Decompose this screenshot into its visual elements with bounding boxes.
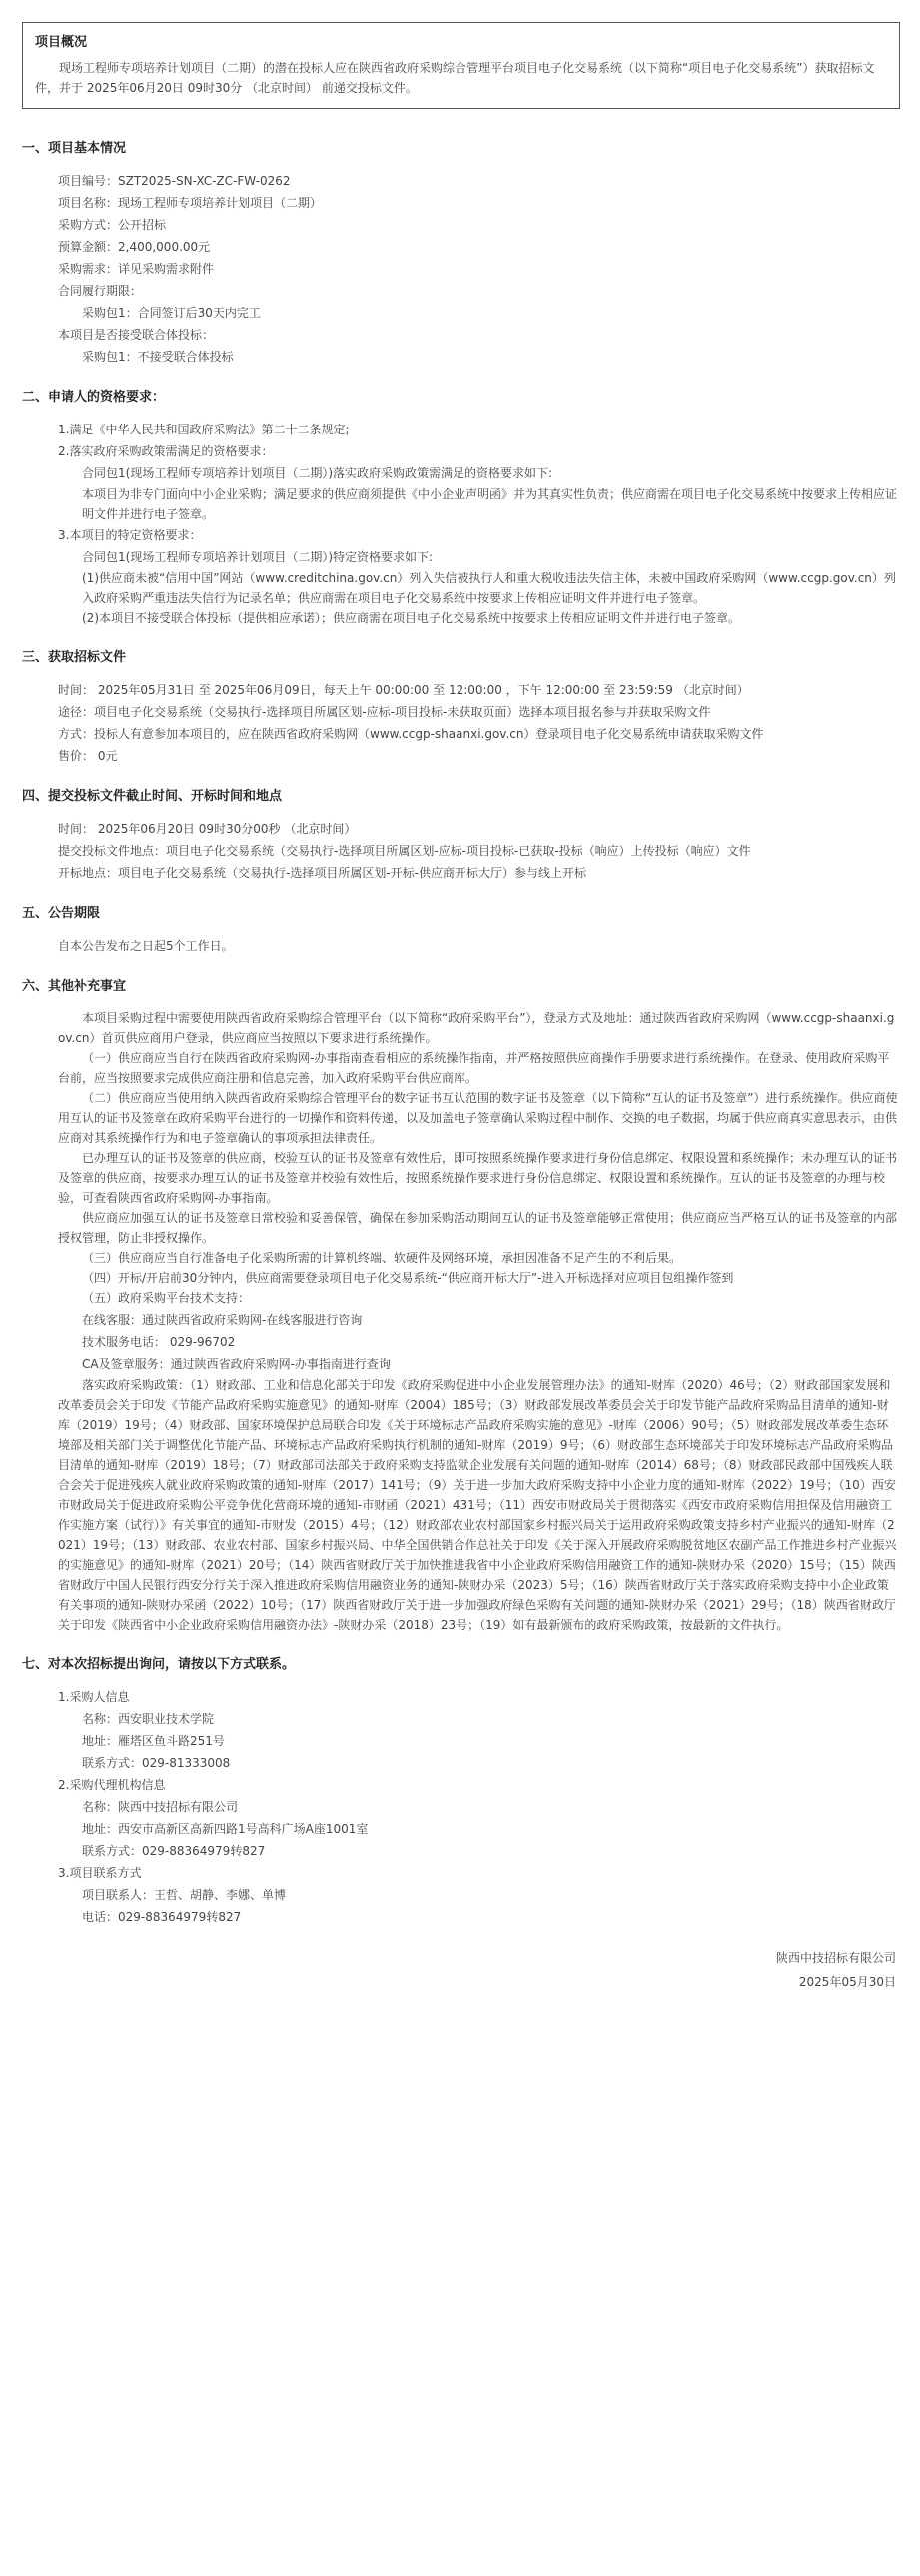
obtain-method: 方式：投标人有意参加本项目的，应在陕西省政府采购网（www.ccgp-shaanxi.gov.cn）登录项目电子化交易系统申请获取采购文件 (58, 727, 764, 741)
consortium-package: 采购包1：不接受联合体投标 (82, 350, 234, 364)
consortium-label: 本项目是否接受联合体投标： (58, 328, 215, 342)
signature-block (22, 1946, 900, 1994)
obtain-price: 售价： 0元 (58, 749, 118, 763)
overview-title: 项目概况 (35, 35, 88, 50)
submit-place: 提交投标文件地点：项目电子化交易系统（交易执行-选择项目所属区划-应标-项目投标-已获取-投标（响应）上传投标（响应）文件 (58, 844, 751, 858)
contact-people: 项目联系人：王哲、胡静、李娜、单博 (82, 1888, 287, 1902)
section-announcement-period (22, 902, 900, 957)
signature-org: 陕西中技招标有限公司 (775, 1951, 896, 1965)
policy-list: 落实政府采购政策：（1）财政部、工业和信息化部关于印发《政府采购促进中小企业发展管理办法》的通知-财库（2020）46号；（2）财政部国家发展和改革委员会关于印发《节能产品政府采购实施意见》的通知-财库（2004）185号；（3）财政部发展改革委员会关于印发节能产品政府采购品目清单的通知-财库（2019）19号；（4）财政部、国家环境保护总局联合印发《关于环境标志产品政府采购实施的意见》-财库（2006）90号；（5）财政部发展改革委生态环境部及相关部门关于调整优化节能产品、环境标志产品政府采购执行机制的通知-财库（2019）9号；（6）财政部生态环境部关于印发环境标志产品政府采购品目清单的通知-财库（2019）18号；（7）财政部司法部关于政府采购支持监狱企业发展有关问题的通知-财库（2014）68号；（8）财政部民政部中国残疾人联合会关于促进残疾人就业政府采购政策的通知-财库（2017）141号；（9）关于进一步加大政府采购支持中小企业力度的通知-财库（2022）19号；（10）西安市财政局关于促进政府采购公平竞争优化营商环境的通知-市财函（2021）431号；（11）西安市财政局关于贯彻落实《西安市政府采购信用担保及信用融资工作实施方案（试行）》有关事宜的通知-市财发（2015）4号；（12）财政部农业农村部国家乡村振兴局关于运用政府采购政策支持乡村产业振兴的通知-财库（2021）19号；（13）财政部、农业农村部、国家乡村振兴局、中华全国供销合作总社关于印发《关于深入开展政府采购脱贫地区农副产品工作推进乡村产业振兴的实施意见》的通知-财库（2021）20号；（14）陕西省财政厅关于加快推进我省中小企业政府采购信用融资工作的通知-陕财办采（2020）15号；（15）陕西省财政厅中国人民银行西安分行关于深入推进政府采购信用融资业务的通知-陕财办采（2023）5号；（16）陕西省财政厅关于落实政府采购支持中小企业政策有关事项的通知-陕财办采函（2022）10号；（17）陕西省财政厅关于进一步加强政府绿色采购有关问题的通知-陕财办采（2021）29号；（18）陕西省财政厅关于印发《陕西省中小企业政府采购信用融资办法》-陕财办采（2018）23号；（19）如有最新颁布的政府采购政策，按最新的文件执行。 (58, 1378, 897, 1632)
agency-address: 地址：西安市高新区高新四路1号高科广场A座1001室 (82, 1822, 369, 1836)
qualification-line: (2)本项目不接受联合体投标（提供相应承诺）；供应商需在项目电子化交易系统中按要求上传相应证明文件并进行电子签章。 (82, 611, 741, 625)
supplementary-paragraph: （二）供应商应当使用纳入陕西省政府采购综合管理平台的数字证书互认范围的数字证书及签章（以下简称“互认的证书及签章”）进行系统操作。供应商使用互认的证书及签章在政府采购平台进行的一切操作和资料传递，以及加盖电子签章确认采购过程中制作、交换的电子数据，均属于供应商真实意思表示，由供应商对其系统操作行为和电子签章确认的事项承担法律责任。 (58, 1091, 898, 1145)
procurement-method: 采购方式：公开招标 (58, 218, 167, 232)
purchaser-heading: 1.采购人信息 (58, 1690, 130, 1704)
section-title: 三、获取招标文件 (22, 650, 127, 665)
contact-phone: 电话：029-88364979转827 (82, 1910, 242, 1924)
obtain-time: 时间： 2025年05月31日 至 2025年06月09日，每天上午 00:00:00 至 12:00:00 ，下午 12:00:00 至 23:59:59 （北京时间） (58, 683, 749, 697)
project-overview-box (22, 22, 900, 109)
section-obtain-documents (22, 646, 900, 767)
agency-heading: 2.采购代理机构信息 (58, 1778, 166, 1792)
section-title: 七、对本次招标提出询问，请按以下方式联系。 (22, 1657, 296, 1672)
qualification-line: (1)供应商未被“信用中国”网站（www.creditchina.gov.cn）列入失信被执行人和重大税收违法失信主体，未被中国政府采购网（www.ccgp.gov.cn）列入政府采购严重违法失信行为记录名单；供应商需在项目电子化交易系统中按要求上传相应证明文件并进行电子签章。 (82, 571, 896, 605)
qualification-line: 3.本项目的特定资格要求： (58, 528, 202, 542)
contract-period-package: 采购包1：合同签订后30天内完工 (82, 306, 261, 320)
supplementary-paragraph: 本项目采购过程中需要使用陕西省政府采购综合管理平台（以下简称“政府采购平台”），登录方式及地址：通过陕西省政府采购网（www.ccgp-shaanxi.gov.cn）首页供应商用户登录，供应商应当按照以下要求进行系统操作。 (58, 1011, 895, 1045)
online-service: 在线客服：通过陕西省政府采购网-在线客服进行咨询 (82, 1313, 363, 1327)
section-title: 四、提交投标文件截止时间、开标时间和地点 (22, 789, 283, 804)
procurement-need: 采购需求：详见采购需求附件 (58, 262, 215, 276)
section-title: 五、公告期限 (22, 906, 101, 921)
section-title: 六、其他补充事宜 (22, 979, 127, 994)
supplementary-paragraph: 已办理互认的证书及签章的供应商，校验互认的证书及签章有效性后，即可按照系统操作要求进行身份信息绑定、权限设置和系统操作；未办理互认的证书及签章的供应商，按要求办理互认的证书及签章并校验有效性后，按照系统操作要求进行身份信息绑定、权限设置和系统操作。互认的证书及签章的办理与校验，可查看陕西省政府采购网-办事指南。 (58, 1151, 898, 1205)
contract-period-label: 合同履行期限： (58, 284, 143, 298)
budget-amount: 预算金额：2,400,000.00元 (58, 240, 211, 254)
section-qualifications (22, 386, 900, 628)
section-contact (22, 1653, 900, 1928)
deadline-time: 时间： 2025年06月20日 09时30分00秒 （北京时间） (58, 822, 357, 836)
section-deadline (22, 785, 900, 884)
supplementary-paragraph: （三）供应商应当自行准备电子化采购所需的计算机终端、软硬件及网络环境，承担因准备不足产生的不利后果。 (82, 1251, 682, 1265)
qualification-line: 合同包1(现场工程师专项培养计划项目（二期）)特定资格要求如下: (82, 550, 434, 564)
project-number: 项目编号：SZT2025-SN-XC-ZC-FW-0262 (58, 174, 291, 188)
qualification-line: 合同包1(现场工程师专项培养计划项目（二期）)落实政府采购政策需满足的资格要求如下: (82, 466, 553, 480)
signature-date: 2025年05月30日 (798, 1975, 896, 1989)
tech-service-phone: 技术服务电话： 029-96702 (82, 1335, 236, 1349)
purchaser-name: 名称：西安职业技术学院 (82, 1712, 215, 1726)
qualification-line: 本项目为非专门面向中小企业采购；满足要求的供应商须提供《中小企业声明函》并为其真实性负责；供应商需在项目电子化交易系统中按要求上传相应证明文件并进行电子签章。 (82, 487, 898, 521)
contact-heading: 3.项目联系方式 (58, 1866, 142, 1880)
purchaser-phone: 联系方式：029-81333008 (82, 1756, 231, 1770)
section-title: 一、项目基本情况 (22, 141, 127, 156)
announcement-period-text: 自本公告发布之日起5个工作日。 (58, 939, 234, 953)
agency-phone: 联系方式：029-88364979转827 (82, 1844, 266, 1858)
supplementary-paragraph: （四）开标/开启前30分钟内，供应商需要登录项目电子化交易系统-“供应商开标大厅”-进入开标选择对应项目包组操作签到 (82, 1271, 734, 1285)
opening-place: 开标地点：项目电子化交易系统（交易执行-选择项目所属区划-开标-供应商开标大厅）参与线上开标 (58, 866, 586, 880)
section-basic-info (22, 137, 900, 368)
section-supplementary (22, 975, 900, 1635)
ca-service: CA及签章服务：通过陕西省政府采购网-办事指南进行查询 (82, 1357, 391, 1371)
obtain-way: 途径：项目电子化交易系统（交易执行-选择项目所属区划-应标-项目投标-未获取页面）选择本项目报名参与并获取采购文件 (58, 705, 711, 719)
qualification-line: 1.满足《中华人民共和国政府采购法》第二十二条规定; (58, 423, 350, 436)
overview-text: 现场工程师专项培养计划项目（二期）的潜在投标人应在陕西省政府采购综合管理平台项目电子化交易系统（以下简称“项目电子化交易系统”）获取招标文件，并于 2025年06月20日 09时30分 （北京时间） 前递交投标文件。 (35, 61, 875, 95)
agency-name: 名称：陕西中技招标有限公司 (82, 1800, 239, 1814)
qualification-line: 2.落实政府采购政策需满足的资格要求： (58, 444, 274, 458)
supplementary-paragraph: （一）供应商应当自行在陕西省政府采购网-办事指南查看相应的系统操作指南，并严格按照供应商操作手册要求进行系统操作。在登录、使用政府采购平台前，应当按照要求完成供应商注册和信息完善，加入政府采购平台供应商库。 (58, 1051, 890, 1085)
project-name: 项目名称：现场工程师专项培养计划项目（二期） (58, 196, 323, 210)
purchaser-address: 地址：雁塔区鱼斗路251号 (82, 1734, 225, 1748)
supplementary-paragraph: 供应商应加强互认的证书及签章日常校验和妥善保管，确保在参加采购活动期间互认的证书及签章能够正常使用；供应商应当严格互认的证书及签章的内部授权管理，防止非授权操作。 (58, 1211, 898, 1245)
section-title: 二、申请人的资格要求： (22, 390, 166, 405)
tech-support-heading: （五）政府采购平台技术支持： (82, 1291, 251, 1305)
